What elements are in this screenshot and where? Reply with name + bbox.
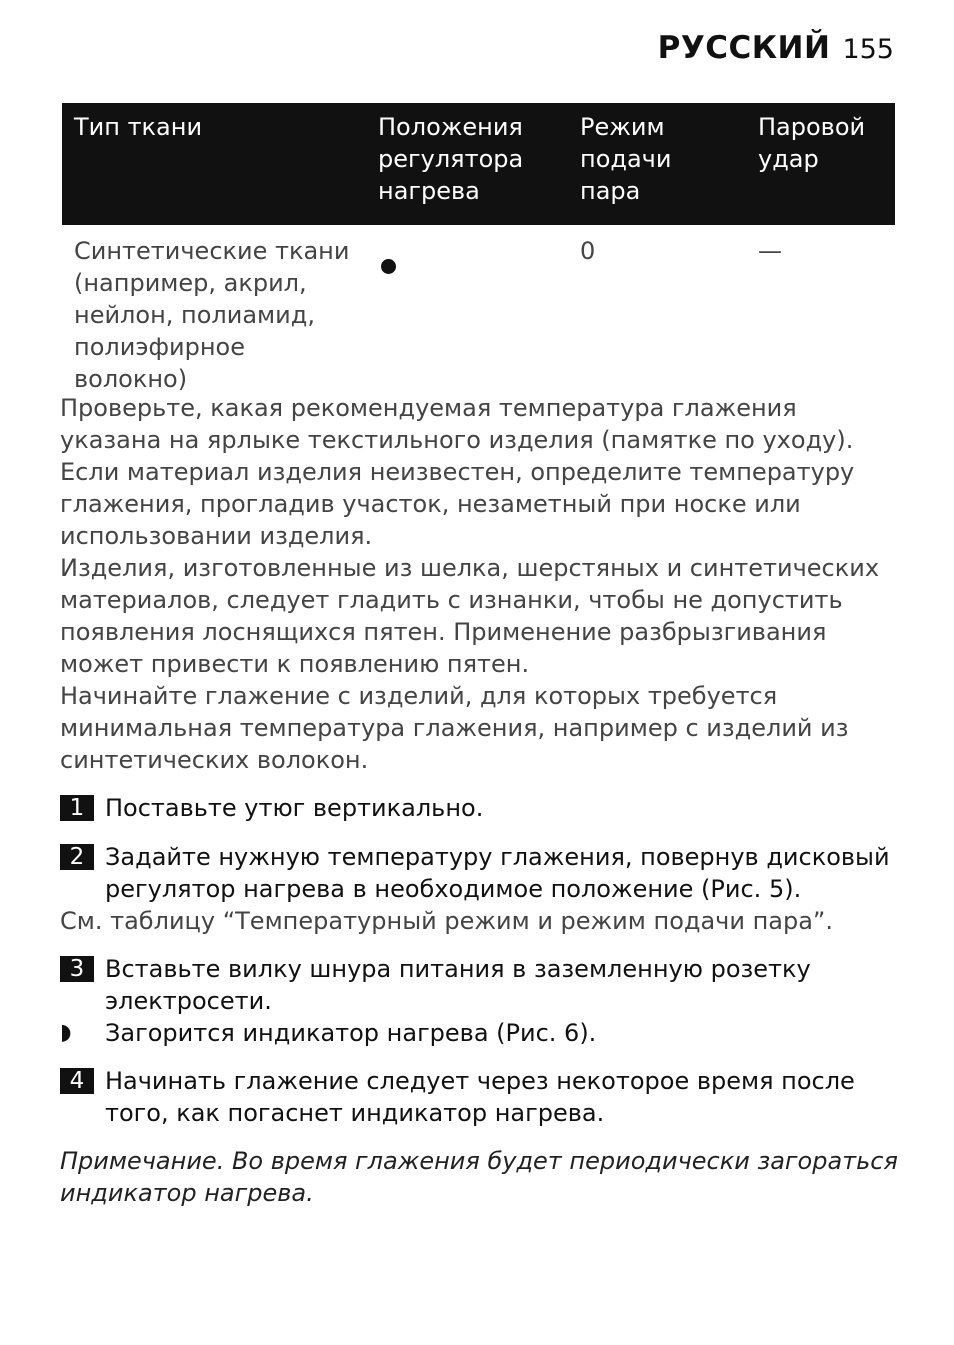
column-header-fabric: Тип ткани — [62, 103, 366, 225]
steam-cell: 0 — [580, 237, 596, 265]
paragraph: Проверьте, какая рекомендуемая температура глажения указана на ярлыке текстильного изделия (памятке по уходу). — [60, 394, 854, 454]
result-text: Загорится индикатор нагрева (Рис. 6). — [105, 1019, 597, 1047]
step-3-result — [60, 1017, 900, 1049]
page-number: 155 — [842, 34, 894, 65]
shot-cell: — — [758, 237, 782, 265]
step-text: Начинать глажение следует через некоторое время после того, как погаснет индикатор нагрева. — [105, 1067, 855, 1127]
language-label: РУССКИЙ — [657, 30, 831, 66]
step-number-badge: 2 — [60, 844, 94, 870]
paragraph: Изделия, изготовленные из шелка, шерстяных и синтетических материалов, следует гладить с изнанки, чтобы не допустить появления лоснящихся пятен. Применение разбрызгивания может привести к появлению пятен. — [60, 554, 880, 678]
table-row — [62, 225, 895, 395]
page-header — [658, 30, 894, 66]
intro-text — [60, 392, 900, 776]
step-2 — [60, 841, 900, 905]
result-arrow-icon: ◗ — [60, 1020, 72, 1045]
column-header-steam: Режим подачи пара — [568, 103, 746, 225]
paragraph: Если материал изделия неизвестен, определите температуру глажения, прогладив участок, незаметный при носке или использовании изделия. — [60, 458, 855, 550]
step-4 — [60, 1065, 900, 1129]
step-text: Вставьте вилку шнура питания в заземленную розетку электросети. — [105, 955, 811, 1015]
note-text: Примечание. Во время глажения будет периодически загораться индикатор нагрева. — [60, 1147, 898, 1207]
step-number-badge: 4 — [60, 1068, 94, 1094]
table-header-row — [62, 103, 895, 225]
step-number-badge: 1 — [60, 795, 94, 821]
fabric-cell: Синтетические ткани (например, акрил, нейлон, полиамид, полиэфирное волокно) — [74, 237, 350, 393]
settings-table — [62, 103, 895, 395]
step-2-note: См. таблицу “Температурный режим и режим подачи пара”. — [60, 907, 833, 935]
paragraph: Начинайте глажение с изделий, для которых требуется минимальная температура глажения, например с изделий из синтетических волокон. — [60, 682, 849, 774]
step-1 — [60, 792, 900, 824]
step-text: Задайте нужную температуру глажения, повернув дисковый регулятор нагрева в необходимое положение (Рис. 5). — [105, 843, 890, 903]
column-header-shot: Паровой удар — [746, 103, 895, 225]
step-3 — [60, 953, 900, 1017]
column-header-setting: Положения регулятора нагрева — [366, 103, 568, 225]
setting-cell — [366, 225, 568, 395]
temperature-dot-icon — [381, 259, 396, 274]
step-text: Поставьте утюг вертикально. — [105, 794, 484, 822]
step-number-badge: 3 — [60, 956, 94, 982]
